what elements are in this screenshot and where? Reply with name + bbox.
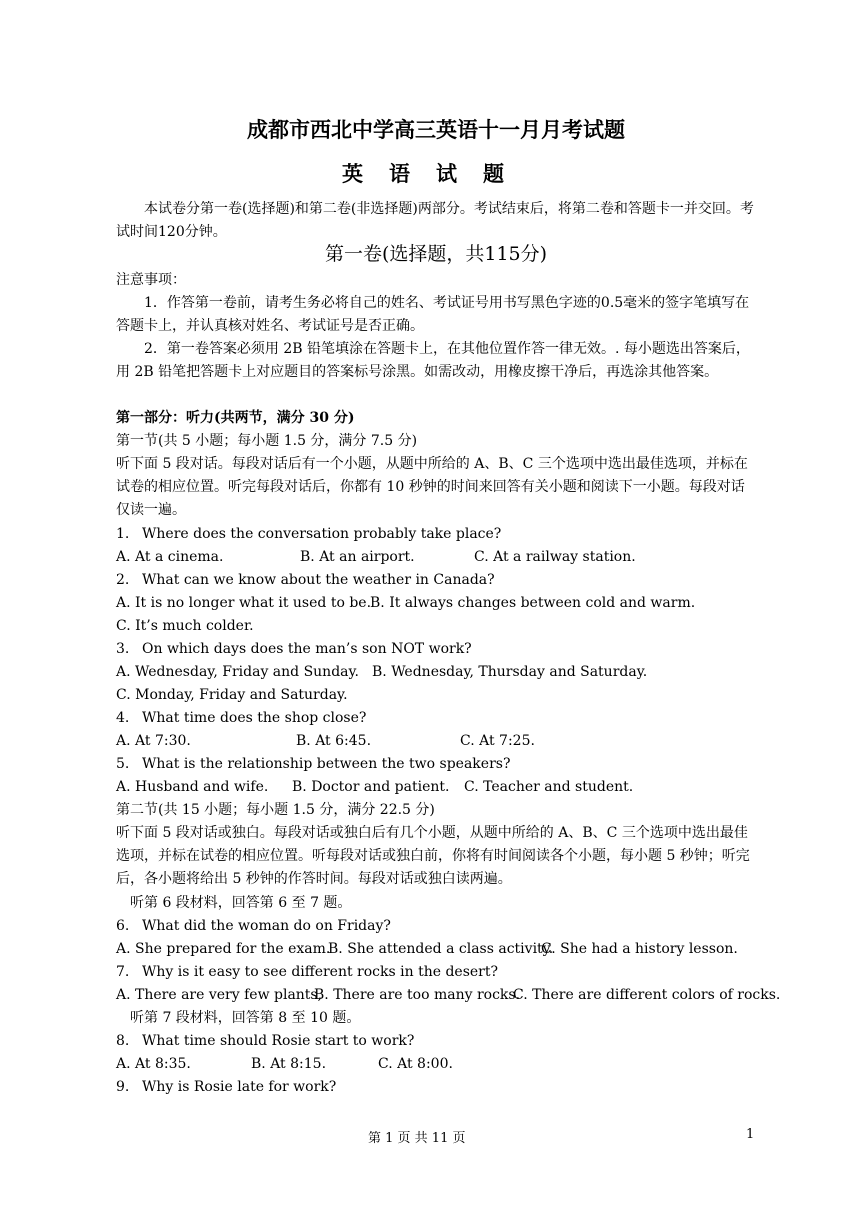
option-a: A. Wednesday, Friday and Sunday.	[116, 664, 360, 680]
question-text: What is the relationship between the two speakers?	[142, 756, 511, 772]
exam-title: 成都市西北中学高三英语十一月月考试题	[247, 117, 625, 142]
option-a: A. There are very few plants,	[116, 987, 323, 1003]
question-number: 6.	[116, 918, 130, 934]
option-b: B. Doctor and patient.	[292, 779, 450, 795]
material-6-note: 听第 6 段材料，回答第 6 至 7 题。	[130, 895, 352, 911]
material-7-note: 听第 7 段材料，回答第 8 至 10 题。	[130, 1010, 361, 1026]
question-text: Why is Rosie late for work?	[142, 1079, 337, 1095]
question-text: Where does the conversation probably take place?	[142, 526, 502, 542]
question-number: 9.	[116, 1079, 130, 1095]
question-text: Why is it easy to see different rocks in the desert?	[142, 964, 499, 980]
section2-heading: 第二节(共 15 小题；每小题 1.5 分，满分 22.5 分)	[116, 802, 435, 818]
section1-heading: 第一节(共 5 小题；每小题 1.5 分，满分 7.5 分)	[116, 433, 418, 449]
question-number: 4.	[116, 710, 130, 726]
part1-heading: 第一部分：听力(共两节，满分 30 分)	[116, 410, 355, 426]
option-a: A. At 7:30.	[116, 733, 191, 749]
page-number: 1	[746, 1127, 755, 1142]
page-counter: 第 1 页 共 11 页	[368, 1131, 466, 1146]
intro-paragraph: 本试卷分第一卷(选择题)和第二卷(非选择题)两部分。考试结束后，将第二卷和答题卡一并交回。考试时间120分钟。	[116, 201, 754, 240]
notice-label: 注意事项：	[116, 272, 186, 288]
question-number: 3.	[116, 641, 130, 657]
question-number: 5.	[116, 756, 130, 772]
exam-subtitle: 英语试题	[342, 161, 530, 186]
option-c: C. She had a history lesson.	[541, 941, 738, 957]
option-c: C. At 8:00.	[378, 1056, 453, 1072]
option-b: B. At 6:45.	[296, 733, 372, 749]
question-number: 7.	[116, 964, 130, 980]
question-number: 2.	[116, 572, 130, 588]
option-b: B. At an airport.	[300, 549, 415, 565]
option-b: B. She attended a class activity.	[328, 941, 554, 957]
question-text: What time should Rosie start to work?	[142, 1033, 415, 1049]
exam-page	[116, 0, 781, 1216]
option-b: B. At 8:15.	[251, 1056, 327, 1072]
notice-item-2: 2．第一卷答案必须用 2B 铅笔填涂在答题卡上，在其他位置作答一律无效。. 每小题选出答案后，用 2B 铅笔把答题卡上对应题目的答案标号涂黑。如需改动，用橡皮擦干净后，再选涂其他答案。	[116, 341, 750, 380]
question-text: What can we know about the weather in Canada?	[142, 572, 495, 588]
option-c: C. At 7:25.	[460, 733, 535, 749]
option-c: C. There are different colors of rocks.	[513, 987, 781, 1003]
question-number: 1.	[116, 526, 130, 542]
question-text: On which days does the man’s son NOT work?	[142, 641, 472, 657]
option-c: C. At a railway station.	[474, 549, 636, 565]
option-a: A. At 8:35.	[116, 1056, 191, 1072]
option-b: B. Wednesday, Thursday and Saturday.	[372, 664, 648, 680]
section1-instructions: 听下面 5 段对话。每段对话后有一个小题，从题中所给的 A、B、C 三个选项中选出最佳选项，并标在试卷的相应位置。听完每段对话后，你都有 10 秒钟的时间来回答有关小题和阅读下一小题。每段对话仅读一遍。	[116, 456, 748, 518]
notice-item-1: 1．作答第一卷前，请考生务必将自己的姓名、考试证号用书写黑色字迹的0.5毫米的签字笔填写在答题卡上，并认真核对姓名、考试证号是否正确。	[116, 295, 750, 334]
option-a: A. It is no longer what it used to be.	[116, 595, 372, 611]
question-text: What did the woman do on Friday?	[142, 918, 391, 934]
question-text: What time does the shop close?	[142, 710, 367, 726]
option-c: C. Teacher and student.	[464, 779, 634, 795]
option-a: A. At a cinema.	[116, 549, 224, 565]
option-c: C. It’s much colder.	[116, 618, 254, 634]
option-a: A. She prepared for the exam.	[116, 941, 331, 957]
option-b: B. It always changes between cold and warm.	[370, 595, 696, 611]
volume-heading: 第一卷(选择题，共115分)	[324, 243, 548, 265]
section2-instructions: 听下面 5 段对话或独白。每段对话或独白后有几个小题，从题中所给的 A、B、C 三个选项中选出最佳选项，并标在试卷的相应位置。听每段对话或独白前，你将有时间阅读各个小题，每小题 5 秒钟；听完后，各小题将给出 5 秒钟的作答时间。每段对话或独白读两遍。	[116, 825, 750, 887]
question-number: 8.	[116, 1033, 130, 1049]
option-c: C. Monday, Friday and Saturday.	[116, 687, 348, 703]
option-a: A. Husband and wife.	[116, 779, 269, 795]
option-b: B. There are too many rocks.	[314, 987, 521, 1003]
